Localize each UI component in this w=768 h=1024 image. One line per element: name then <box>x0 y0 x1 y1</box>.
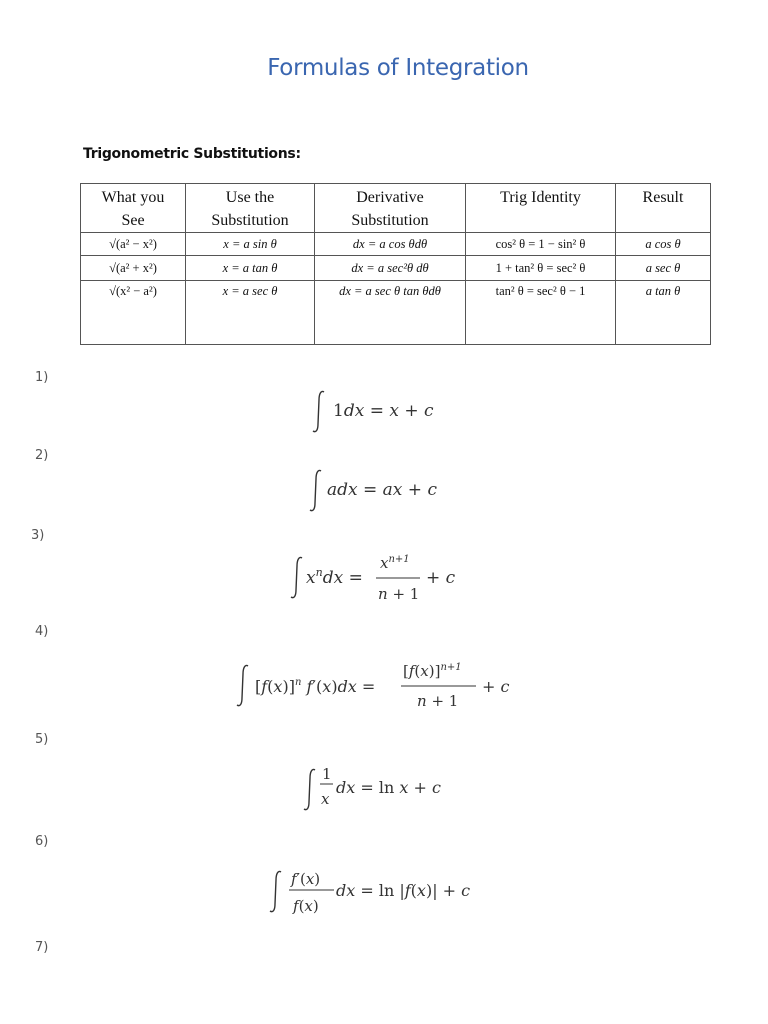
table-header-row <box>81 184 711 233</box>
svg-text:f′(x): f′(x) <box>291 870 321 888</box>
svg-text:xn+1: $x^{n+1}$ <box>380 554 410 572</box>
table-cell-identity: 1 + tan² θ = sec² θ <box>466 256 616 281</box>
table-cell-substitution: x = a sec θ <box>186 281 315 345</box>
table-header-cell: Result <box>616 184 711 233</box>
table-header-cell: Trig Identity <box>466 184 616 233</box>
formula-number: 1) <box>35 370 49 385</box>
trig-substitution-table <box>80 183 711 345</box>
svg-text:x: x <box>321 790 330 808</box>
svg-text:+ c: + c <box>482 677 510 696</box>
table-header-cell: What you See <box>81 184 186 233</box>
section-heading: Trigonometric Substitutions: <box>83 146 301 162</box>
table-row <box>81 281 711 345</box>
svg-text:adx = ax + c: adx = ax + c <box>327 480 437 500</box>
table-cell-see: √(a² + x²) <box>81 256 186 281</box>
formula-number: 5) <box>35 732 49 747</box>
table-row <box>81 256 711 281</box>
formula-number: 2) <box>35 448 49 463</box>
svg-text:xndx =: $x^ndx$ = <box>306 566 363 588</box>
formula-5 <box>0 762 768 822</box>
svg-text:n + 1: n + 1 <box>417 692 459 710</box>
formula-6 <box>0 864 768 924</box>
formula-number: 6) <box>35 834 49 849</box>
table-cell-substitution: x = a sin θ <box>186 233 315 256</box>
svg-text:dx = ln x + c: dx = ln x + c <box>336 778 441 797</box>
table-cell-see: √(x² − a²) <box>81 281 186 345</box>
svg-text:1dx = x + c: 1dx = x + c <box>333 401 434 421</box>
formula-2 <box>0 465 768 515</box>
table-cell-derivative: dx = a sec²θ dθ <box>315 256 466 281</box>
svg-text:f(x): f(x) <box>293 897 319 915</box>
formula-4 <box>0 656 768 716</box>
table-cell-see: √(a² − x²) <box>81 233 186 256</box>
table-header-cell: Derivative Substitution <box>315 184 466 233</box>
svg-text:n + 1: n + 1 <box>378 585 420 603</box>
svg-text:[f(x)]n+1: $[f(x)]^{n+1}$ <box>403 662 462 680</box>
table-cell-result: a tan θ <box>616 281 711 345</box>
formula-1 <box>0 386 768 436</box>
formula-number: 4) <box>35 624 49 639</box>
table-cell-substitution: x = a tan θ <box>186 256 315 281</box>
svg-text:[f(x)]n f′(x)dx =: $[f(x)]^n$ f′(x)dx = <box>255 677 376 696</box>
table-cell-identity: tan² θ = sec² θ − 1 <box>466 281 616 345</box>
table-cell-derivative: dx = a cos θdθ <box>315 233 466 256</box>
formula-number: 3) <box>31 528 45 543</box>
svg-text:+ c: + c <box>426 568 456 588</box>
formula-3 <box>0 550 768 610</box>
table-header-cell: Use the Substitution <box>186 184 315 233</box>
formula-number: 7) <box>35 940 49 955</box>
table-cell-identity: cos² θ = 1 − sin² θ <box>466 233 616 256</box>
svg-text:1: 1 <box>322 765 332 783</box>
table-row <box>81 233 711 256</box>
document-title: Formulas of Integration <box>267 55 529 81</box>
table-cell-result: a sec θ <box>616 256 711 281</box>
table-cell-result: a cos θ <box>616 233 711 256</box>
table-cell-derivative: dx = a sec θ tan θdθ <box>315 281 466 345</box>
svg-text:dx = ln |f(x)| + c: dx = ln |f(x)| + c <box>336 881 471 900</box>
